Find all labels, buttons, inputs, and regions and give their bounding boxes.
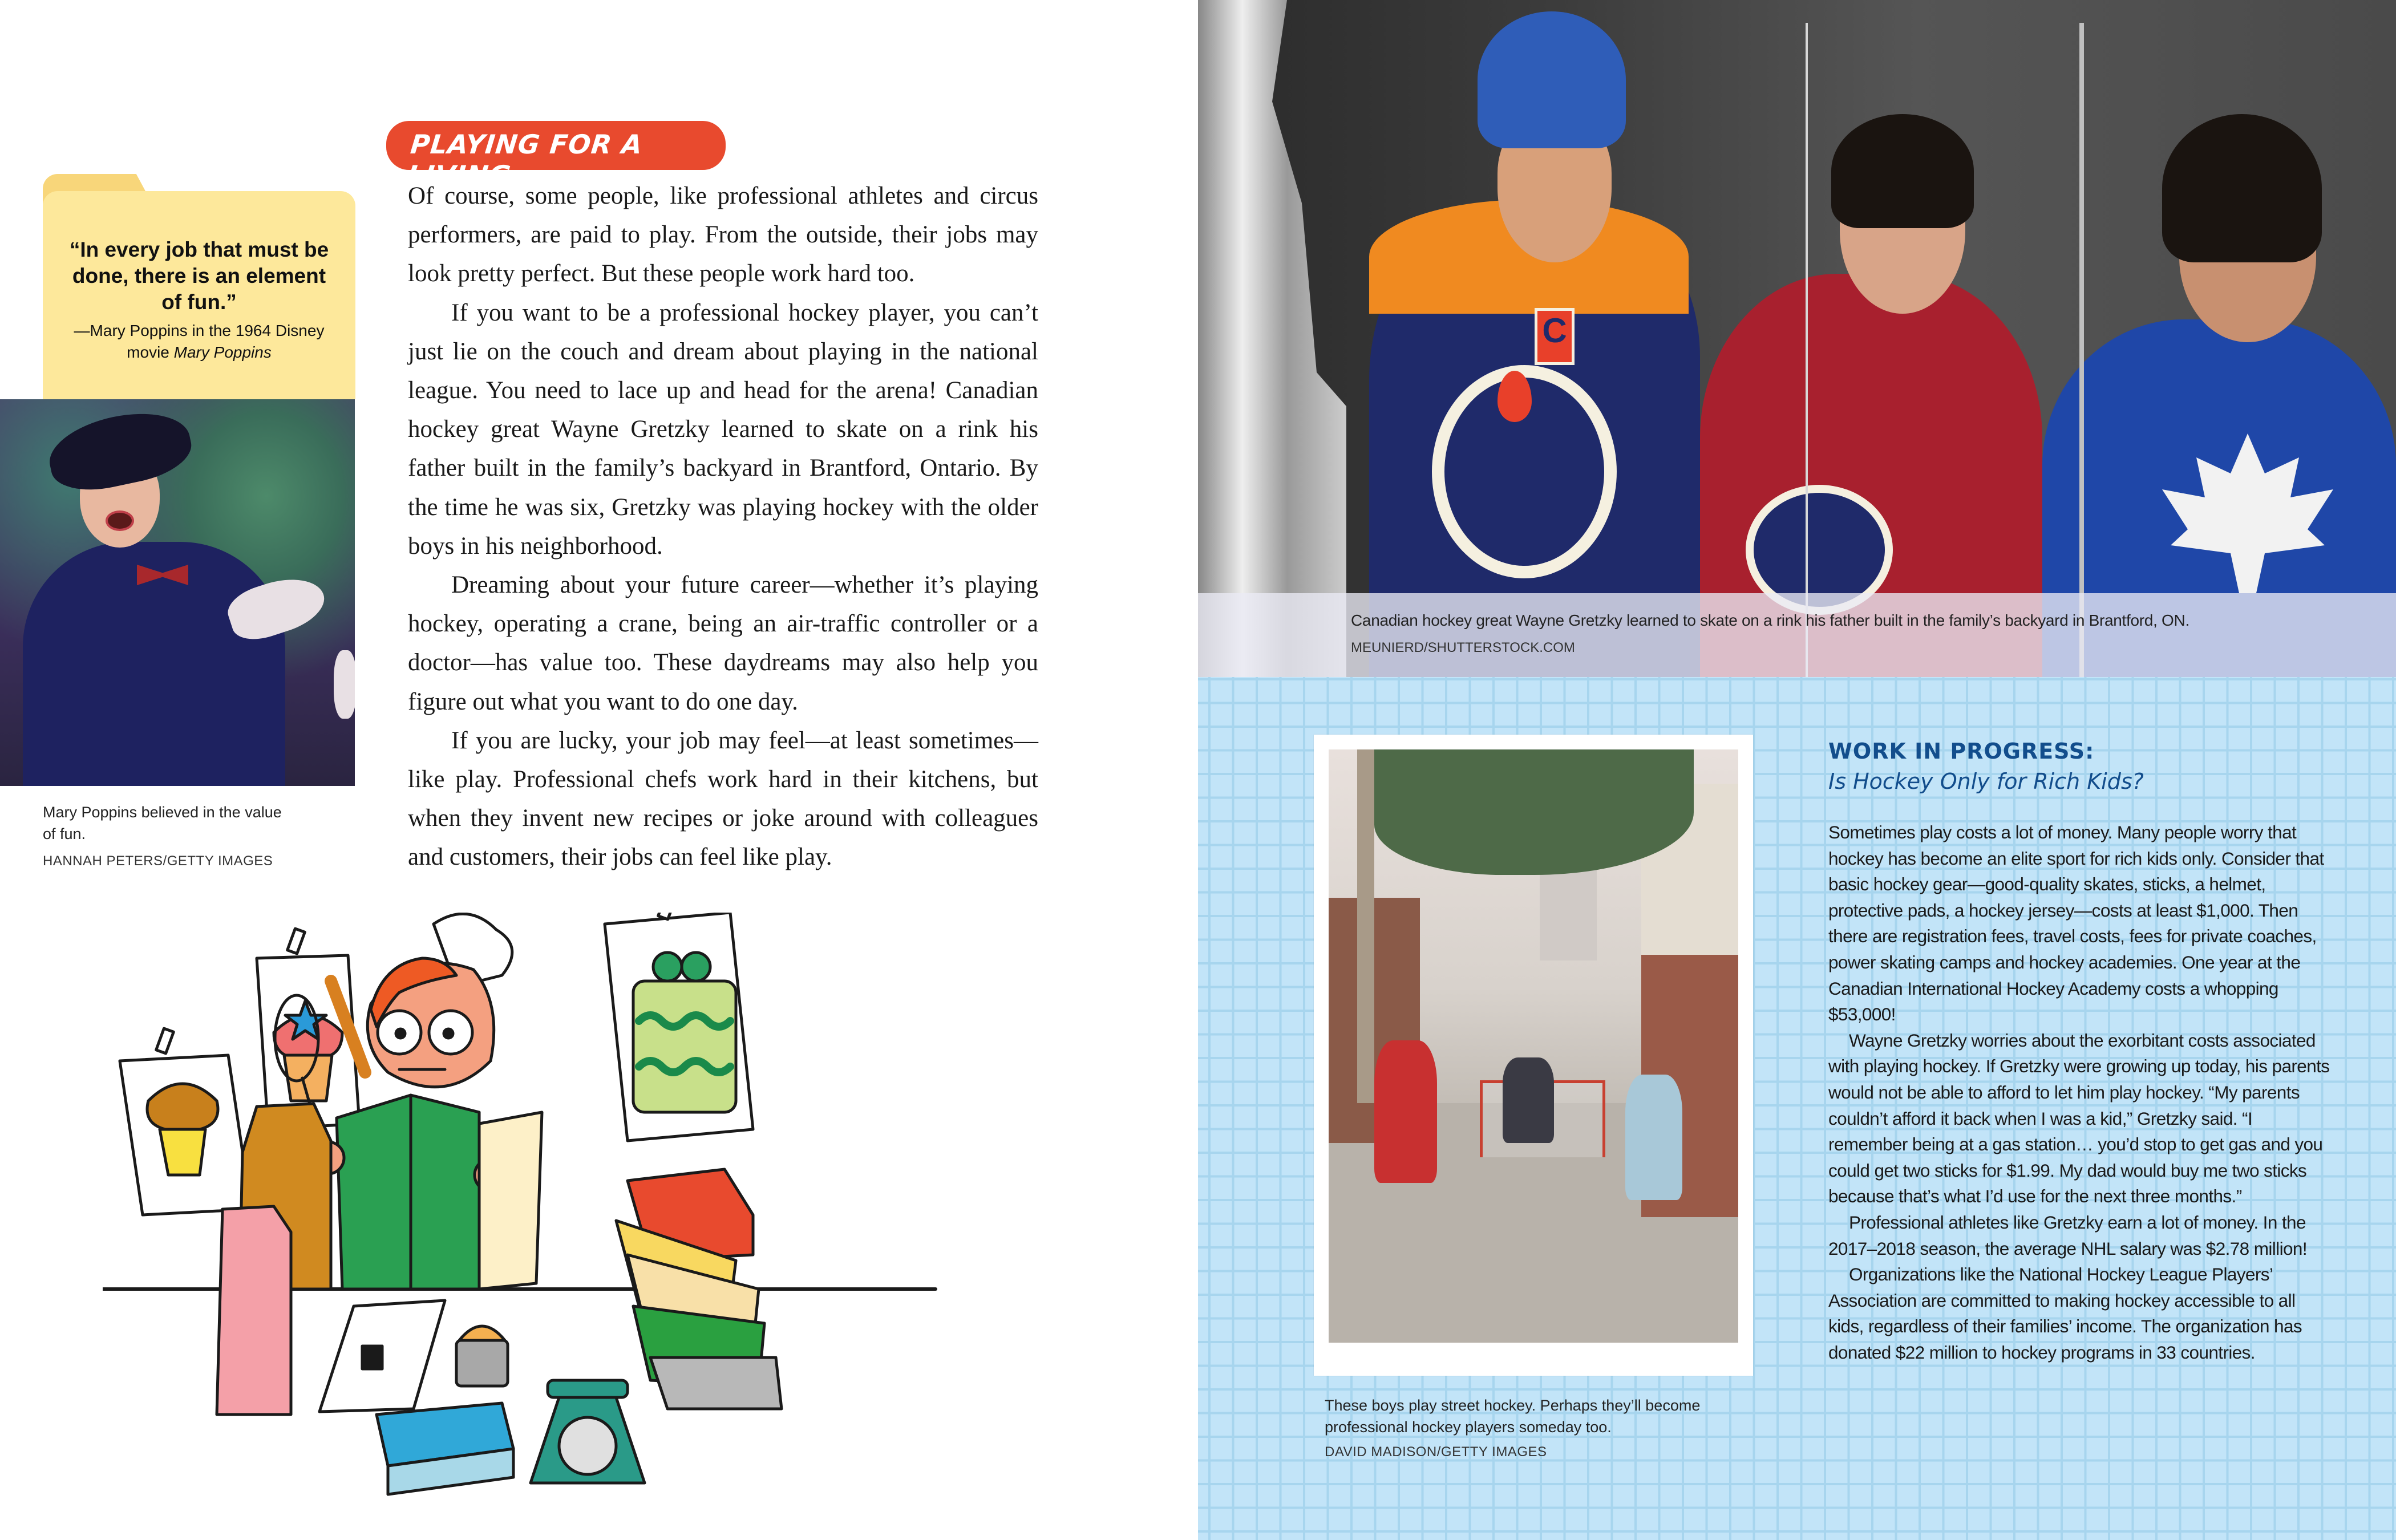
paragraph: Wayne Gretzky worries about the exorbitant costs associated with playing hockey. If Gretzky were growing up today, his parents would not be able to afford to let him play hockey. “My parents couldn’t afford it back when I was a kid,” Gretzky said. “I remember being at a gas station… you’d stop to get gas and you could get two sticks for $1.99. My dad would buy me two sticks because that’s what I’d use for the next three months.” bbox=[1828, 1030, 2330, 1207]
paragraph: Organizations like the National Hockey League Players’ Association are committed to making hockey accessible to all kids, regardless of their families’ income. The organization has donated $22 million to hockey programs in 33 countries. bbox=[1828, 1264, 2302, 1363]
quote-text: “In every job that must be done, there is an element of fun.” bbox=[69, 238, 329, 314]
paragraph: If you want to be a professional hockey player, you can’t just lie on the couch and dream about playing in the national league. You need to lace up and head for the arena! Canadian hockey great Wayne Gretzky learned to skate on a rink his father built in the family’s backyard in Brantford, Ontario. By the time he was six, Gretzky was playing hockey with the older boys in his neighborhood. bbox=[408, 299, 1038, 560]
street-hockey-caption bbox=[1325, 1395, 1758, 1462]
photo-credit: HANNAH PETERS/GETTY IMAGES bbox=[43, 853, 273, 869]
quote-box bbox=[43, 174, 355, 399]
section-heading-badge bbox=[386, 121, 726, 191]
player-maple-leafs bbox=[2042, 0, 2396, 677]
sidebar-body bbox=[1828, 820, 2330, 1365]
photo-credit: DAVID MADISON/GETTY IMAGES bbox=[1325, 1444, 1547, 1460]
quote-attribution bbox=[43, 320, 355, 363]
muffin-poster bbox=[120, 1028, 251, 1215]
caption-text: These boys play street hockey. Perhaps they’ll become professional hockey players someday too. bbox=[1325, 1397, 1701, 1436]
book-stack bbox=[616, 1169, 782, 1409]
player-oilers bbox=[1346, 0, 1700, 677]
photo-hat bbox=[43, 402, 196, 499]
attribution-prefix: —Mary Poppins in the 1964 Disney movie bbox=[74, 322, 325, 361]
kitchen-scale bbox=[531, 1380, 645, 1483]
street-hockey-photo bbox=[1329, 749, 1738, 1343]
stanley-cup bbox=[1198, 0, 1346, 677]
measuring-cup bbox=[456, 1326, 508, 1386]
attribution-title: Mary Poppins bbox=[173, 343, 272, 361]
cake-poster bbox=[605, 913, 753, 1141]
player-hair bbox=[1831, 114, 1974, 228]
paragraph: Sometimes play costs a lot of money. Many people worry that hockey has become an elite sport for rich kids only. Consider that basic hockey gear—good-quality skates, sticks, a helmet, protective pads, a hockey jersey—costs at least $1,000. Then there are registration fees, travel costs, fees for private coaches, power skating camps and hockey academies. One year at the Canadian International Hockey Academy costs a whopping $53,000! bbox=[1828, 822, 2324, 1025]
photo-credit: MEUNIERD/SHUTTERSTOCK.COM bbox=[1351, 640, 1575, 655]
chef-illustration bbox=[103, 913, 1152, 1517]
paragraph: Dreaming about your future career—whether it’s playing hockey, operating a crane, being an air-traffic controller or a doctor—has value too. These daydreams may also help you figure out what you want to do one day. bbox=[408, 572, 1038, 715]
pull-quote bbox=[43, 237, 355, 363]
player-blue bbox=[1625, 1075, 1682, 1200]
caption-text: Canadian hockey great Wayne Gretzky learned to skate on a rink his father built in the family’s backyard in Brantford, ON. bbox=[1351, 611, 2189, 629]
player-red bbox=[1374, 1040, 1437, 1183]
main-article-body bbox=[408, 177, 1038, 877]
photo-mouth bbox=[106, 510, 134, 531]
paragraph: Professional athletes like Gretzky earn a lot of money. In the 2017–2018 season, the average NHL salary was $2.78 million! bbox=[1828, 1211, 2307, 1259]
captain-letter: C bbox=[1535, 308, 1575, 365]
milk-carton bbox=[217, 1206, 291, 1415]
paragraph: If you are lucky, your job may feel—at least sometimes—like play. Professional chefs work hard in their kitchens, but when they invent new recipes or joke around with colleagues and customers, their jobs can feel like play. bbox=[408, 727, 1038, 871]
recipe-card bbox=[319, 1300, 445, 1412]
caption-text: Mary Poppins believed in the value of fun. bbox=[43, 804, 282, 842]
paragraph: Of course, some people, like professional athletes and circus performers, are paid to play. From the outside, their jobs may look pretty perfect. But these people work hard too. bbox=[408, 183, 1038, 287]
player-helmet bbox=[1478, 11, 1626, 148]
utility-pole bbox=[1357, 749, 1374, 1103]
street-hockey-photo-frame bbox=[1314, 735, 1753, 1376]
player-canadiens bbox=[1700, 0, 2042, 677]
photo-glove-right bbox=[334, 650, 355, 719]
hockey-photo-caption bbox=[1198, 593, 2396, 677]
cookbook bbox=[312, 1095, 542, 1289]
goalie bbox=[1503, 1057, 1554, 1143]
sidebar-title: WORK IN PROGRESS: bbox=[1828, 739, 2095, 764]
mary-poppins-caption bbox=[43, 801, 282, 871]
glass-divider bbox=[1806, 23, 1808, 677]
sidebar-subtitle: Is Hockey Only for Rich Kids? bbox=[1828, 769, 2144, 794]
mary-poppins-photo bbox=[0, 399, 355, 786]
hockey-legends-photo bbox=[1198, 0, 2396, 677]
tree-canopy bbox=[1374, 749, 1694, 875]
glass-divider bbox=[2079, 23, 2084, 677]
player-hair bbox=[2162, 114, 2322, 262]
blue-book bbox=[377, 1403, 513, 1494]
section-heading: PLAYING FOR A LIVING bbox=[406, 129, 645, 191]
